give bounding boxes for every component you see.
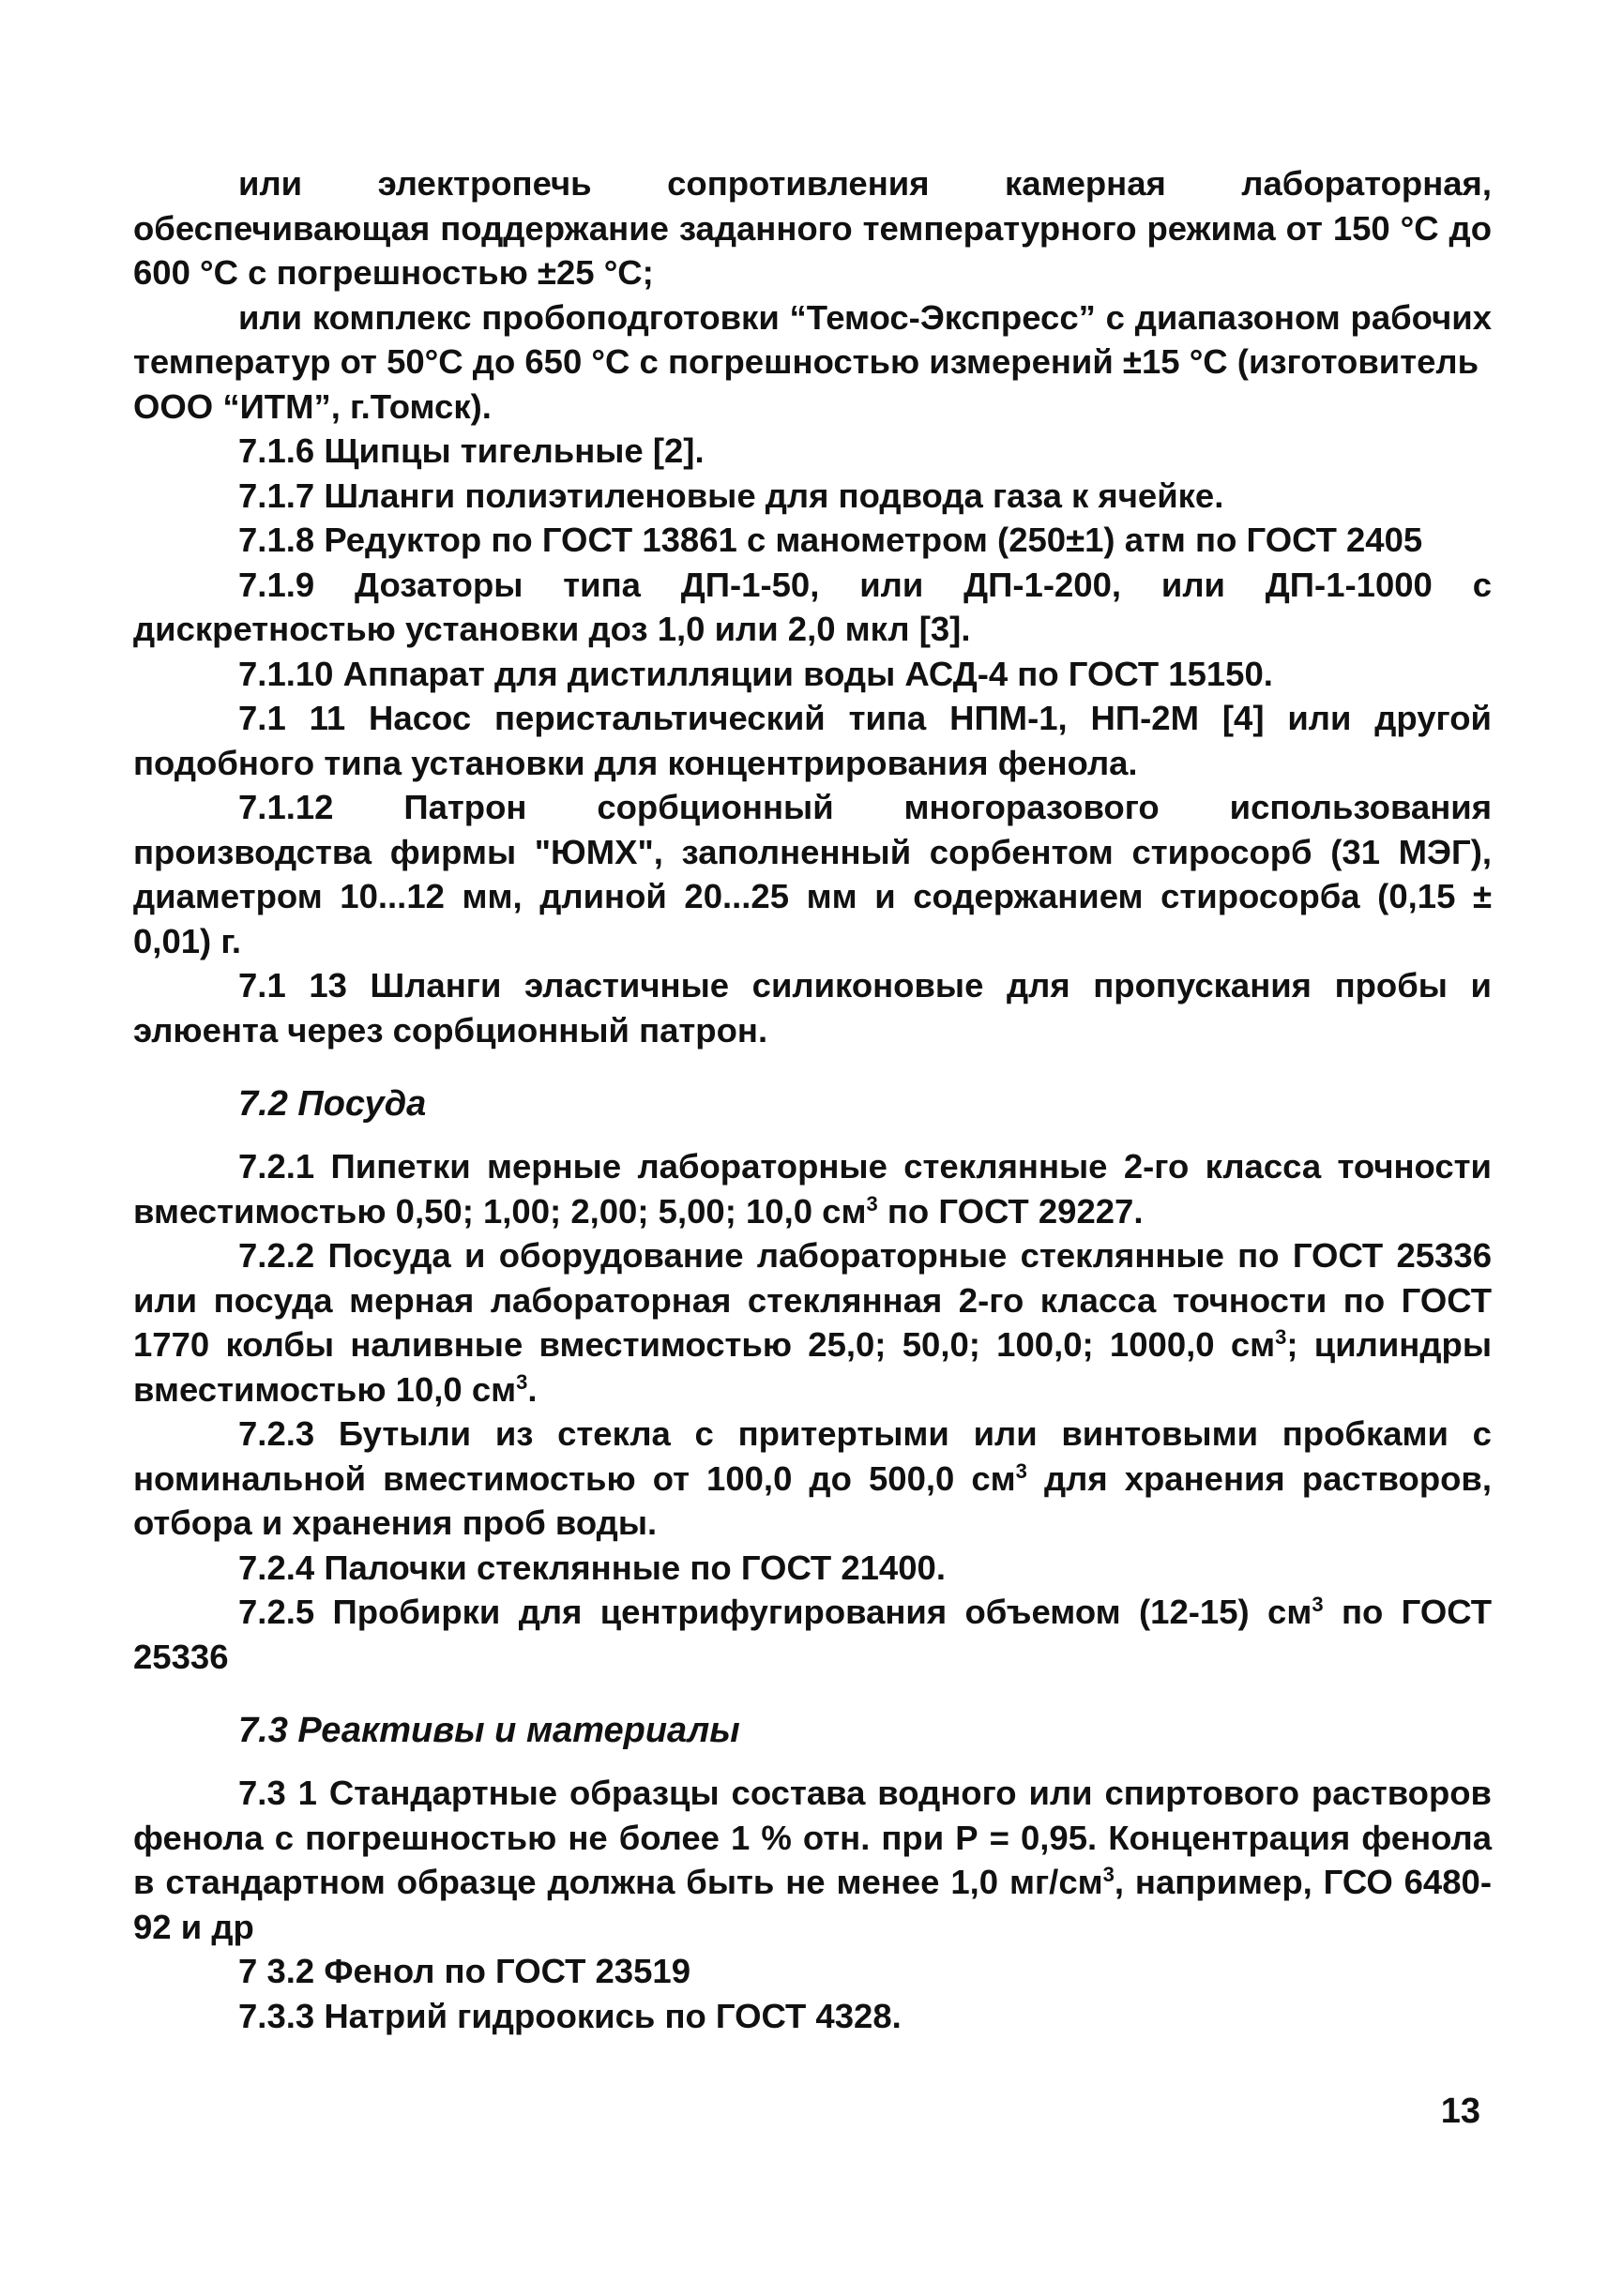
section-heading-7-2: 7.2 Посуда	[238, 1084, 427, 1124]
superscript-cube: 3	[1015, 1458, 1027, 1483]
text-7-2-1-a: 7.2.1 Пипетки мерные лабораторные стеклянные 2-го класса точности вместимостью 0,50; 1,00; 2,00; 5,00; 10,0 см	[133, 1147, 1492, 1231]
paragraph-7-2-5	[133, 1590, 1492, 1679]
text-7-2-3-b: для хранения растворов, отбора и хранения проб воды.	[133, 1458, 1492, 1542]
text-7-2-3-a: 7.2.3 Бутыли из стекла с притертыми или винтовыми пробками с номинальной вместимостью от 100,0 до 500,0 см	[133, 1414, 1492, 1498]
text-7-2-1-b: по ГОСТ 29227.	[877, 1191, 1144, 1231]
paragraph-7-2-3	[133, 1412, 1492, 1546]
superscript-cube: 3	[1102, 1862, 1115, 1886]
paragraph-7-1-12: 7.1.12 Патрон сорбционный многоразового использования производства фирмы "ЮМХ", заполненный сорбентом стиросорб (31 МЭГ), диаметром 10...12 мм, длиной 20...25 мм и содержанием стиросорба (0,15 ± 0,01) г.	[133, 788, 1492, 960]
page-number: 13	[1440, 2092, 1480, 2131]
text-7-2-5-b: по ГОСТ 25336	[133, 1593, 1492, 1676]
superscript-cube: 3	[1312, 1592, 1324, 1616]
paragraph-7-3-1	[133, 1771, 1492, 1949]
paragraph-7-1-8: 7.1.8 Редуктор по ГОСТ 13861 с манометром (250±1) атм по ГОСТ 2405	[238, 521, 1423, 559]
superscript-cube: 3	[516, 1369, 528, 1394]
paragraph-7-2-2	[133, 1233, 1492, 1412]
paragraph-7-3-3: 7.3.3 Натрий гидроокись по ГОСТ 4328.	[238, 1996, 902, 2035]
text-7-2-5-a: 7.2.5 Пробирки для центрифугирования объемом (12-15) см	[238, 1593, 1312, 1631]
paragraph-temos-complex: или комплекс пробоподготовки “Темос-Экспресс” с диапазоном рабочих температур от 50°С до 650 °С с погрешностью измерений ±15 °С (изготовитель	[133, 297, 1492, 381]
text-7-2-2-b: ; цилиндры вместимостью 10,0 см	[133, 1325, 1492, 1409]
paragraph-7-1-6: 7.1.6 Щипцы тигельные [2].	[238, 431, 705, 470]
paragraph-7-1-11: 7.1 11 Насос перистальтический типа НПМ-1, НП-2М [4] или другой подобного типа установки для концентрирования фенола.	[133, 699, 1492, 782]
text-7-3-1-b: , например, ГСО 6480-92 и др	[133, 1863, 1492, 1946]
paragraph-manufacturer: ООО “ИТМ”, г.Томск).	[133, 386, 492, 426]
text-7-3-1-a: 7.3 1 Стандартные образцы состава водного или спиртового растворов фенола с погрешностью не более 1 % отн. при Р = 0,95. Концентрация фенола в стандартном образце должна быть не менее 1,0 мг/см	[133, 1774, 1492, 1901]
document-page	[133, 161, 1492, 2038]
paragraph-7-1-7: 7.1.7 Шланги полиэтиленовые для подвода газа к ячейке.	[238, 476, 1224, 515]
paragraph-7-1-9: 7.1.9 Дозаторы типа ДП-1-50, или ДП-1-200, или ДП-1-1000 с дискретностью установки доз 1,0 или 2,0 мкл [3].	[133, 565, 1492, 648]
text-7-2-2-a: 7.2.2 Посуда и оборудование лабораторные стеклянные по ГОСТ 25336 или посуда мерная лабораторная стеклянная 2-го класса точности по ГОСТ 1770 колбы наливные вместимостью 25,0; 50,0; 100,0; 1000,0 см	[133, 1236, 1492, 1364]
text-7-2-2-c: .	[527, 1369, 538, 1409]
paragraph-7-2-1	[133, 1144, 1492, 1233]
section-heading-7-3: 7.3 Реактивы и материалы	[238, 1711, 740, 1750]
superscript-cube: 3	[1275, 1324, 1287, 1349]
paragraph-7-1-10: 7.1.10 Аппарат для дистилляции воды АСД-4 по ГОСТ 15150.	[238, 654, 1273, 693]
paragraph-electric-furnace: или электропечь сопротивления камерная лабораторная, обеспечивающая поддержание заданного температурного режима от 150 °С до 600 °С с погрешностью ±25 °С;	[133, 164, 1492, 292]
paragraph-7-2-4: 7.2.4 Палочки стеклянные по ГОСТ 21400.	[238, 1548, 946, 1587]
paragraph-7-3-2: 7 3.2 Фенол по ГОСТ 23519	[238, 1952, 691, 1990]
superscript-cube: 3	[866, 1191, 878, 1216]
paragraph-7-1-13: 7.1 13 Шланги эластичные силиконовые для пропускания пробы и элюента через сорбционный патрон.	[133, 966, 1492, 1050]
